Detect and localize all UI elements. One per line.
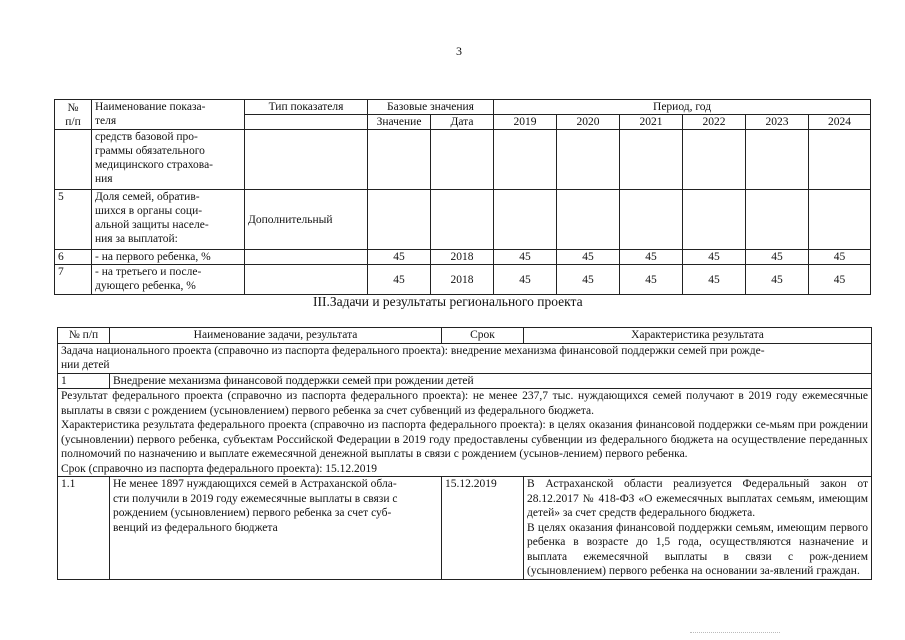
header-base: Базовые значения [368,100,494,115]
cell-year [683,190,746,250]
cell-year [809,130,871,190]
cell-num [55,130,92,190]
header-type: Тип показателя [245,100,368,115]
header-term: Срок [442,328,524,344]
header-base-value: Значение [368,115,431,130]
task-name: Внедрение механизма финансовой поддержки семей при рождении детей [110,373,872,389]
header-num: № п/п [58,328,110,344]
federal-term: Срок (справочно из паспорта федерального проекта): 15.12.2019 [61,462,378,475]
cell-year [557,190,620,250]
header-year: 2021 [620,115,683,130]
cell-name: Доля семей, обратив- шихся в органы соци- альной защиты населе- ния за выплатой: [92,190,245,250]
table-row [55,250,871,265]
cell-year: 45 [557,250,620,265]
federal-characteristic: Характеристика результата федерального проекта (справочно из паспорта федерального проекта): в целях оказания финансовой поддержки се-мьям при рождении (усыновлении) первого ребенка, субъектам Российской Федерации в 2019 году предоставлены субвенции из федерального бюджета на осуществление переданных полномочий по назначению и выплате ежемесячной денежной выплаты в связи с рождением (усынов-лением) первого ребенка. [61,419,868,460]
result-name: Не менее 1897 нуждающихся семей в Астраханской обла- сти получили в 2019 году ежемесячные выплаты в связи с рождением (усыновлением) первого ребенка за счет суб- венций из федерального бюджета [110,477,442,580]
header-row [58,328,872,344]
cell-value [368,190,431,250]
header-type-blank [245,115,368,130]
cell-year: 45 [620,265,683,295]
section-heading: III.Задачи и результаты регионального проекта [313,294,583,309]
federal-result: Результат федерального проекта (справочно из паспорта федерального проекта): не менее 237,7 тыс. нуждающихся семей получают в 2019 году ежемесячные выплаты в связи с рождением (усыновлением) первого ребенка за счет субвенций из федерального бюджета. [61,390,868,417]
header-row-1 [55,100,871,115]
cell-num: 5 [55,190,92,250]
cell-date: 2018 [431,265,494,295]
cell-year: 45 [809,250,871,265]
indicators-table [54,99,871,295]
cell-year [620,130,683,190]
result-term: 15.12.2019 [442,477,524,580]
header-year: 2020 [557,115,620,130]
header-name: Наименование показа- теля [92,100,245,130]
header-year: 2022 [683,115,746,130]
cell-date [431,130,494,190]
header-period: Период, год [494,100,871,115]
header-characteristic: Характеристика результата [524,328,872,344]
cell-year: 45 [746,265,809,295]
cell-value: 45 [368,265,431,295]
cell-value: 45 [368,250,431,265]
cell-year [809,190,871,250]
cell-num: 7 [55,265,92,295]
cell-type: Дополнительный [245,190,368,250]
header-year: 2019 [494,115,557,130]
task-row [58,373,872,389]
federal-info [58,389,872,477]
task-num: 1 [58,373,110,389]
cell-year: 45 [494,250,557,265]
result-characteristic [524,477,872,580]
federal-info-row [58,389,872,477]
cell-year [620,190,683,250]
header-base-date: Дата [431,115,494,130]
cell-year [746,190,809,250]
cell-name: средств базовой про- граммы обязательного медицинского страхова- ния [92,130,245,190]
table-row [55,265,871,295]
header-year: 2023 [746,115,809,130]
cell-year: 45 [557,265,620,295]
cell-year: 45 [746,250,809,265]
table-row [55,190,871,250]
page-edge-mark [690,632,780,636]
cell-name: - на третьего и после- дующего ребенка, % [92,265,245,295]
result-row [58,477,872,580]
cell-year: 45 [620,250,683,265]
cell-date [431,190,494,250]
tasks-table [57,327,872,580]
national-task: Задача национального проекта (справочно из паспорта федерального проекта): внедрение механизма финансовой поддержки семей при рожде- нии детей [58,343,872,373]
cell-name: - на первого ребенка, % [92,250,245,265]
cell-year [746,130,809,190]
cell-num: 6 [55,250,92,265]
cell-type [245,250,368,265]
national-task-row [58,343,872,373]
cell-value [368,130,431,190]
cell-year [494,190,557,250]
result-characteristic-1: В Астраханской области реализуется Федеральный закон от 28.12.2017 № 418-ФЗ «О ежемесячных выплатах семьям, имеющим детей» за счет средств федерального бюджета. [527,478,868,519]
table-row [55,130,871,190]
cell-year [557,130,620,190]
header-num: № п/п [55,100,92,130]
result-characteristic-2: В целях оказания финансовой поддержки семьям, имеющим первого ребенка в возрасте до 1,5 года, осуществляются назначение и выплата ежемесячной выплаты в связи с рож-дением (усыновлением) первого ребенка на основании за-явлений граждан. [527,521,868,577]
result-num: 1.1 [58,477,110,580]
page-number: 3 [456,44,462,58]
header-year: 2024 [809,115,871,130]
header-name: Наименование задачи, результата [110,328,442,344]
cell-year: 45 [683,250,746,265]
cell-year: 45 [494,265,557,295]
cell-year: 45 [809,265,871,295]
cell-date: 2018 [431,250,494,265]
cell-type [245,265,368,295]
cell-year: 45 [683,265,746,295]
cell-type [245,130,368,190]
cell-year [494,130,557,190]
cell-year [683,130,746,190]
